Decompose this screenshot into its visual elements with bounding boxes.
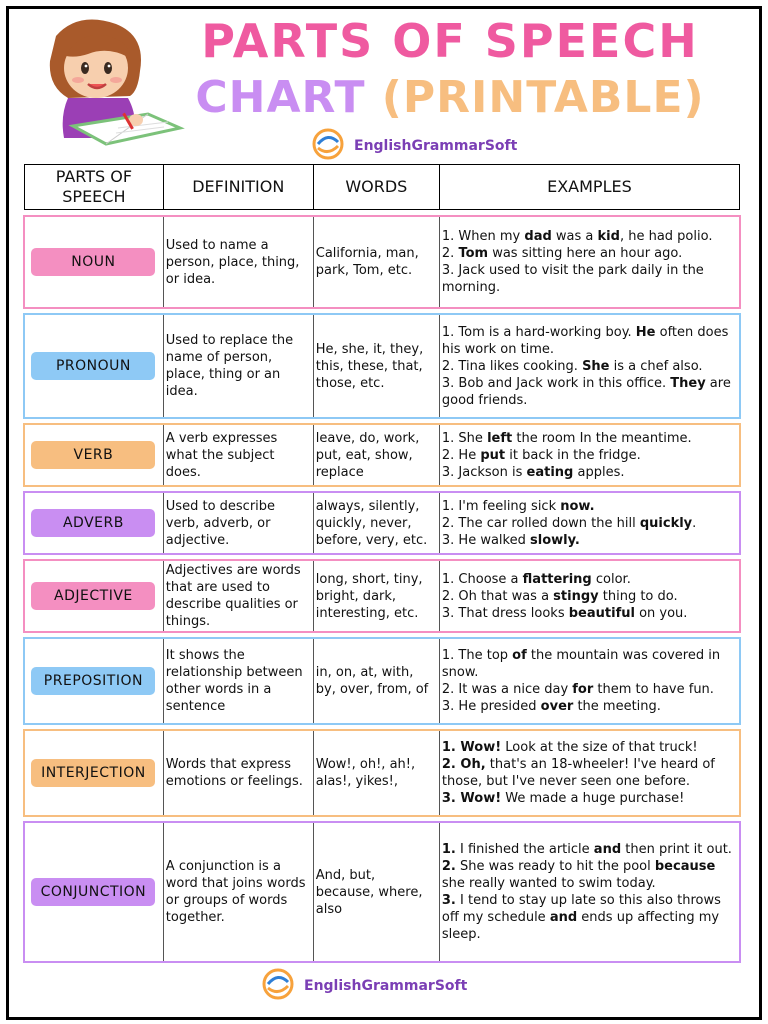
brand-top [310,128,517,164]
example-line: 3. Bob and Jack work in this office. They are good friends. [441,375,731,408]
example-line: 3. He presided over the meeting. [441,699,661,714]
brand-logo-icon [260,968,296,1004]
table-row [24,216,740,308]
example-line: 2. Tina likes cooking. She is a chef also. [441,358,703,374]
definition-cell: It shows the relationship between other words in a sentence [164,638,314,724]
example-line: 2. It was a nice day for them to have fun. [441,682,714,697]
brand-logo-icon [310,128,346,164]
words-cell: long, short, tiny, bright, dark, interesting, etc. [314,560,440,632]
brand-name: EnglishGrammarSoft [304,978,468,994]
example-line: 3. Jackson is eating apples. [441,464,625,480]
examples-cell [440,822,740,962]
part-cell [24,216,164,308]
part-cell [24,314,164,418]
table-header-row [24,164,740,210]
example-line: 3. Jack used to visit the park daily in the morning. [441,263,704,295]
table-row [24,424,740,486]
table-row [24,638,740,724]
part-cell [24,424,164,486]
example-line: 2. Oh, that's an 18-wheeler! I've heard of those, but I've never seen one before. [441,757,715,789]
words-cell: always, silently, quickly, never, before, very, etc. [314,492,440,554]
table-row [24,730,740,816]
example-line: 2. He put it back in the fridge. [441,447,641,463]
examples-cell [440,424,740,486]
brand-bottom [260,968,467,1004]
part-cell [24,492,164,554]
header-examples: EXAMPLES [440,164,740,210]
words-cell: Wow!, oh!, ah!, alas!, yikes!, [314,730,440,816]
girl-reading-illustration [38,16,188,161]
example-line: 2. Oh that was a stingy thing to do. [441,588,678,604]
header-definition: DEFINITION [164,164,314,210]
example-line: 3. He walked slowly. [441,532,580,548]
words-cell: in, on, at, with, by, over, from, of [314,638,440,724]
example-line: 2. The car rolled down the hill quickly. [441,515,697,531]
words-cell: leave, do, work, put, eat, show, replace [314,424,440,486]
table-row [24,560,740,632]
words-cell: California, man, park, Tom, etc. [314,216,440,308]
definition-cell: Used to describe verb, adverb, or adjective. [164,492,314,554]
definition-cell: A verb expresses what the subject does. [164,424,314,486]
table-row [24,492,740,554]
example-line: 2. Tom was sitting here an hour ago. [441,246,683,261]
definition-cell: Used to name a person, place, thing, or idea. [164,216,314,308]
examples-cell [440,638,740,724]
examples-cell [440,492,740,554]
examples-cell [440,560,740,632]
definition-cell: Used to replace the name of person, place, thing or an idea. [164,314,314,418]
example-line: 2. She was ready to hit the pool because she really wanted to swim today. [441,859,716,891]
title-line2 [170,72,730,123]
examples-cell [440,216,740,308]
example-line: 1. Tom is a hard-working boy. He often does his work on time. [441,324,729,357]
parts-of-speech-table [24,164,740,962]
title-printable: (PRINTABLE) [381,72,705,123]
part-badge: NOUN [31,248,155,276]
part-cell [24,560,164,632]
part-badge: ADJECTIVE [31,582,155,610]
header-parts [24,164,164,210]
table-row [24,822,740,962]
part-badge: PRONOUN [31,352,155,380]
brand-name: EnglishGrammarSoft [354,138,518,154]
part-cell [24,638,164,724]
example-line: 1. Wow! Look at the size of that truck! [441,740,698,755]
header-words: WORDS [314,164,440,210]
part-cell [24,822,164,962]
part-badge: CONJUNCTION [31,878,155,906]
part-badge: ADVERB [31,509,155,537]
example-line: 1. The top of the mountain was covered in snow. [441,648,721,680]
example-line: 3. I tend to stay up late so this also throws off my schedule and ends up affecting my sleep. [441,893,721,942]
words-cell: And, but, because, where, also [314,822,440,962]
part-badge: PREPOSITION [31,667,155,695]
title-line1: PARTS OF SPEECH [201,14,699,68]
definition-cell: Words that express emotions or feelings. [164,730,314,816]
example-line: 1. I'm feeling sick now. [441,498,595,514]
table-body [24,210,740,962]
example-line: 3. That dress looks beautiful on you. [441,605,688,621]
header-parts-label: PARTS OF SPEECH [55,167,133,206]
part-badge: VERB [31,441,155,469]
example-line: 1. Choose a flattering color. [441,571,631,587]
table-row [24,314,740,418]
examples-cell [440,314,740,418]
part-badge: INTERJECTION [31,759,155,787]
words-cell: He, she, it, they, this, these, that, those, etc. [314,314,440,418]
example-line: 1. When my dad was a kid, he had polio. [441,229,713,244]
example-line: 3. Wow! We made a huge purchase! [441,791,685,806]
definition-cell: A conjunction is a word that joins words or groups of words together. [164,822,314,962]
example-line: 1. She left the room In the meantime. [441,430,692,446]
part-cell [24,730,164,816]
examples-cell [440,730,740,816]
example-line: 1. I finished the article and then print it out. [441,842,732,857]
definition-cell: Adjectives are words that are used to describe qualities or things. [164,560,314,632]
title-chart: CHART [195,72,366,123]
